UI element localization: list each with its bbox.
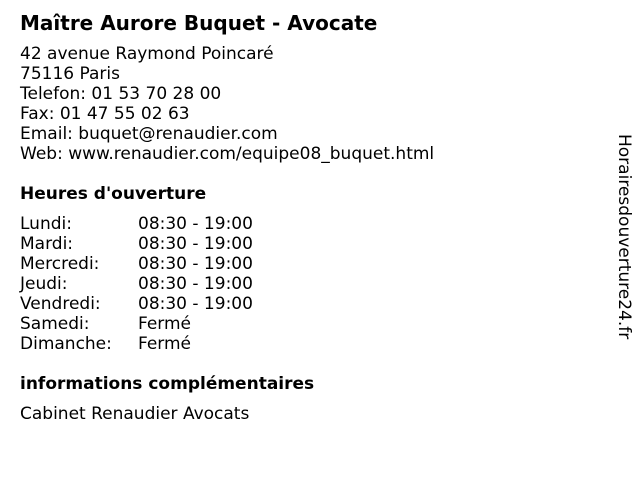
time-value: 08:30 - 19:00 (138, 274, 253, 294)
additional-info-text: Cabinet Renaudier Avocats (20, 404, 250, 424)
time-value: Fermé (138, 314, 192, 334)
site-watermark: Horairesdouverture24.fr (614, 134, 634, 340)
day-label: Samedi: (20, 314, 90, 334)
contact-block (20, 44, 434, 164)
time-value: Fermé (138, 334, 192, 354)
fax-number: Fax: 01 47 55 02 63 (20, 104, 190, 124)
website-url: Web: www.renaudier.com/equipe08_buquet.html (20, 144, 435, 164)
page-title: Maître Aurore Buquet - Avocate (20, 11, 378, 35)
address-street: 42 avenue Raymond Poincaré (20, 44, 274, 64)
time-value: 08:30 - 19:00 (138, 234, 253, 254)
phone-number: Telefon: 01 53 70 28 00 (20, 84, 222, 104)
day-label: Jeudi: (20, 274, 68, 294)
day-label: Mercredi: (20, 254, 100, 274)
time-value: 08:30 - 19:00 (138, 254, 253, 274)
email-address: Email: buquet@renaudier.com (20, 124, 278, 144)
address-city: 75116 Paris (20, 64, 120, 84)
day-label: Mardi: (20, 234, 74, 254)
day-label: Lundi: (20, 214, 72, 234)
time-value: 08:30 - 19:00 (138, 294, 253, 314)
day-label: Dimanche: (20, 334, 112, 354)
time-value: 08:30 - 19:00 (138, 214, 253, 234)
day-label: Vendredi: (20, 294, 101, 314)
opening-hours-heading: Heures d'ouverture (20, 184, 207, 204)
additional-info-heading: informations complémentaires (20, 374, 315, 394)
